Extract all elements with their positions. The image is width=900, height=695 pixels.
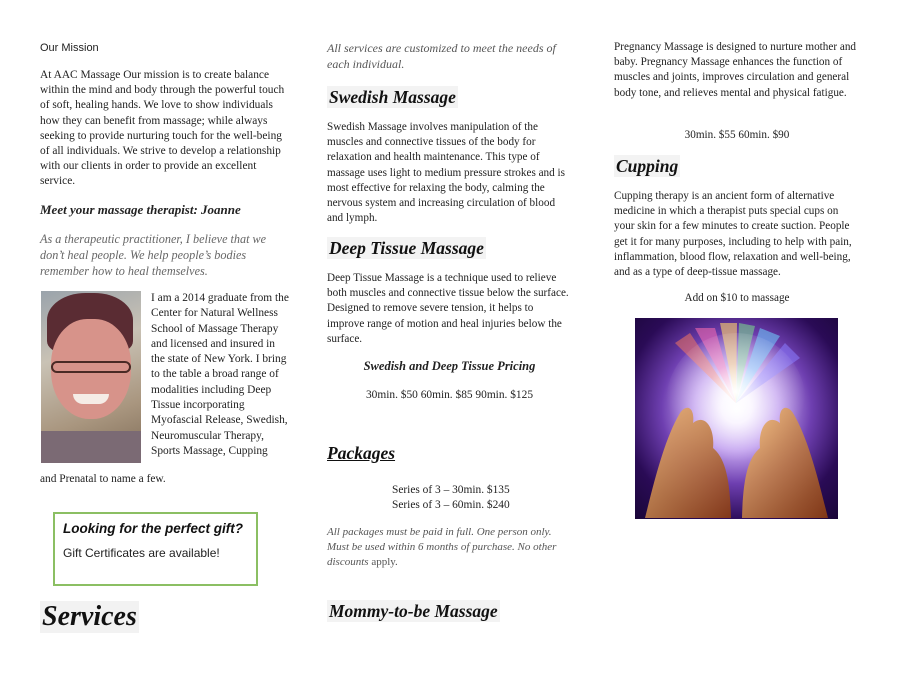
- therapist-bio-end: and Prenatal to name a few.: [40, 473, 166, 485]
- packages-heading: Packages: [327, 443, 396, 463]
- cupping-text: Cupping therapy is an ancient form of alternative medicine in which a therapist puts special cups on your skin for a few minutes to create suction. People get it for many purposes, including to help with pain, inflammation, blood flow, relaxation and well-being, and as a type of deep-tissue massage.: [614, 190, 852, 279]
- therapist-heading: Meet your massage therapist: Joanne: [40, 202, 241, 217]
- pregnancy-pricing: 30min. $55 60min. $90: [684, 129, 790, 141]
- pregnancy-text: Pregnancy Massage is designed to nurture mother and baby. Pregnancy Massage enhances the function of muscles and joints, improves circulation and general body tone, and relieves mental and physical fatigue.: [614, 41, 857, 99]
- swedish-text: Swedish Massage involves manipulation of the muscles and connective tissues of the body for relaxation and health maintenance. This type of massage uses light to medium pressure strokes and is most effective for relaxing the body, calming the nervous system and increasing circulation of blood and lymph.: [327, 121, 566, 225]
- therapist-photo: [41, 291, 141, 463]
- services-note: All services are customized to meet the needs of each individual.: [327, 41, 556, 71]
- deep-tissue-text: Deep Tissue Massage is a technique used to relieve both muscles and connective tissue below the surface. Designed to remove severe tension, it helps to improve range of motion and heal injuries below the surface.: [327, 272, 569, 345]
- deep-tissue-heading: Deep Tissue Massage: [329, 238, 484, 258]
- swedish-heading: Swedish Massage: [329, 87, 456, 107]
- mommy-to-be-heading: Mommy-to-be Massage: [329, 601, 498, 621]
- services-heading: Services: [42, 601, 137, 632]
- mission-text: At AAC Massage Our mission is to create balance within the mind and body through the powerful touch of soft, healing hands. We love to show individuals how they can benefit from massage; while always seeking to provide nurturing touch for the well-being of all individuals. We strive to develop a relationship with our clients in order to provide an excellent service.: [40, 69, 285, 188]
- package-item: Series of 3 – 60min. $240: [392, 499, 510, 511]
- mission-heading: Our Mission: [40, 42, 99, 54]
- therapist-bio: I am a 2014 graduate from the Center for Natural Wellness School of Massage Therapy and licensed and insured in the state of New York. I bring to the table a broad range of modalities including Deep Tissue incorporating Myofascial Release, Swedish, Neuromuscular Therapy, Sports Massage, Cupping: [151, 292, 289, 457]
- cupping-addon: Add on $10 to massage: [684, 292, 790, 304]
- healing-hands-image: [635, 318, 838, 519]
- cupping-heading: Cupping: [616, 156, 679, 176]
- pricing-text: 30min. $50 60min. $85 90min. $125: [365, 389, 534, 401]
- pricing-heading: Swedish and Deep Tissue Pricing: [363, 359, 536, 373]
- packages-note: All packages must be paid in full. One person only. Must be used within 6 months of purchase. No other discounts apply.: [327, 526, 557, 568]
- gift-subtitle: Gift Certificates are available!: [63, 546, 220, 560]
- gift-certificate-box: [53, 512, 258, 586]
- gift-title: Looking for the perfect gift?: [63, 521, 243, 536]
- package-item: Series of 3 – 30min. $135: [392, 484, 510, 496]
- therapist-quote: As a therapeutic practitioner, I believe that we don’t heal people. We help people’s bodies remember how to heal themselves.: [40, 232, 267, 278]
